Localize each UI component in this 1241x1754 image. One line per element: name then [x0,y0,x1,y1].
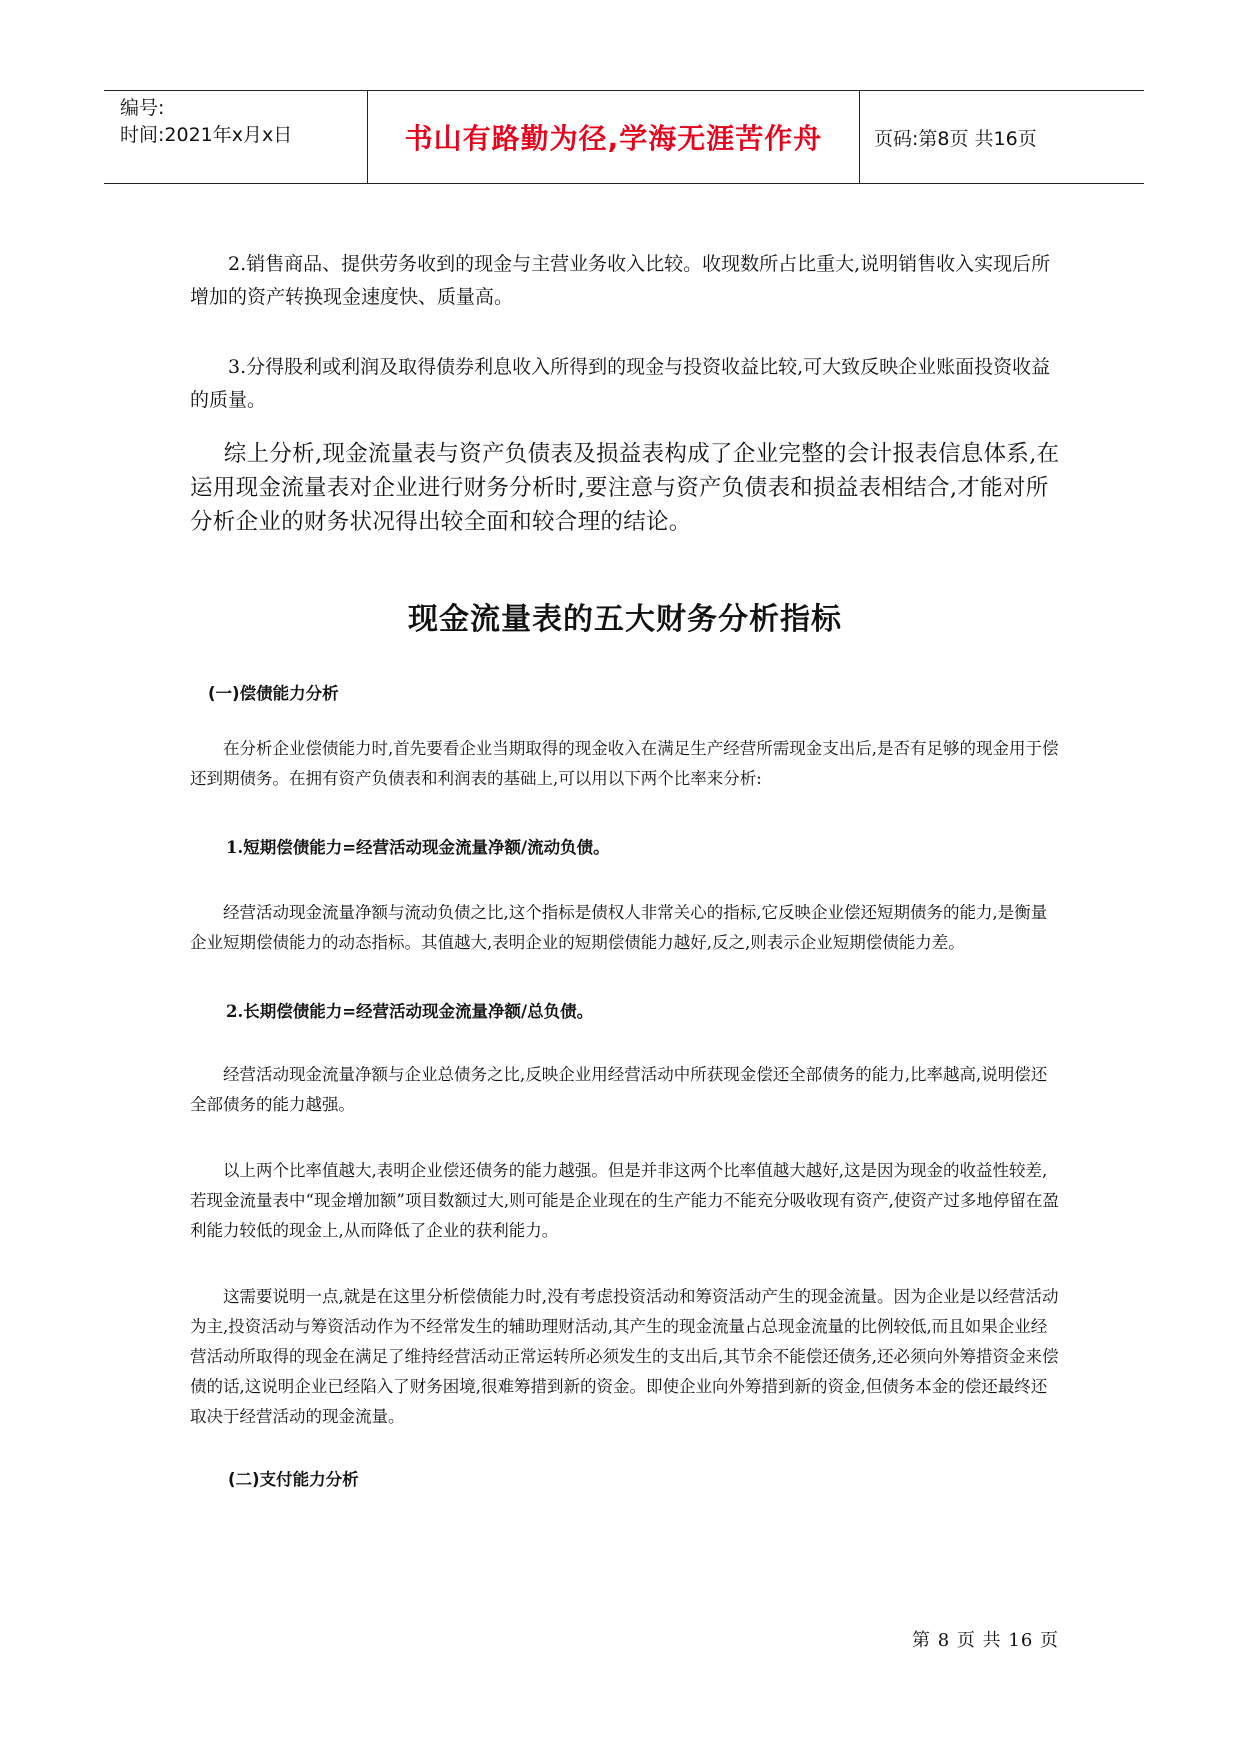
document-body [190,248,1060,1490]
page-footer: 第 8 页 共 16 页 [912,1630,1059,1651]
paragraph-3: 3.分得股利或利润及取得债券利息收入所得到的现金与投资收益比较,可大致反映企业账面投资收益的质量。 [190,356,1051,411]
page-header [104,90,1144,184]
ratio-2-description: 经营活动现金流量净额与企业总债务之比,反映企业用经营活动中所获现金偿还全部债务的能力,比率越高,说明偿还全部债务的能力越强。 [190,1065,1048,1114]
time-label: 时间:2021年x月x日 [120,124,293,146]
note-paragraph: 这需要说明一点,就是在这里分析偿债能力时,没有考虑投资活动和筹资活动产生的现金流量。因为企业是以经营活动为主,投资活动与筹资活动作为不经常发生的辅助理财活动,其产生的现金流量占总现金流量的比例较低,而且如果企业经营活动所取得的现金在满足了维持经营活动正常运转所必须发生的支出后,其节余不能偿还债务,还必须向外筹措资金来偿债的话,这说明企业已经陷入了财务困境,很难筹措到新的资金。即使企业向外筹措到新的资金,但债务本金的偿还最终还取决于经营活动的现金流量。 [190,1287,1059,1426]
ratio-1-description: 经营活动现金流量净额与流动负债之比,这个指标是债权人非常关心的指标,它反映企业偿还短期债务的能力,是衡量企业短期偿债能力的动态指标。其值越大,表明企业的短期偿债能力越好,反之,则表示企业短期偿债能力差。 [190,903,1048,952]
summary-paragraph: 综上分析,现金流量表与资产负债表及损益表构成了企业完整的会计报表信息体系,在运用现金流量表对企业进行财务分析时,要注意与资产负债表和损益表相结合,才能对所分析企业的财务状况得出较全面和较合理的结论。 [190,441,1060,535]
serial-label: 编号: [120,97,165,119]
section-1-heading: (一)偿债能力分析 [208,684,339,703]
header-motto: 书山有路勤为径,学海无涯苦作舟 [368,91,860,183]
ratio-2-formula: 2.长期偿债能力=经营活动现金流量净额/总负债。 [226,1002,594,1021]
ratio-1-formula: 1.短期偿债能力=经营活动现金流量净额/流动负债。 [226,838,610,857]
header-meta [104,91,368,183]
paragraph-2: 2.销售商品、提供劳务收到的现金与主营业务收入比较。收现数所占比重大,说明销售收入实现后所增加的资产转换现金速度快、质量高。 [190,253,1051,308]
ratios-paragraph: 以上两个比率值越大,表明企业偿还债务的能力越强。但是并非这两个比率值越大越好,这是因为现金的收益性较差,若现金流量表中“现金增加额”项目数额过大,则可能是企业现在的生产能力不能充分吸收现有资产,使资产过多地停留在盈利能力较低的现金上,从而降低了企业的获利能力。 [190,1161,1059,1240]
section-title: 现金流量表的五大财务分析指标 [408,602,842,637]
section-2-heading: (二)支付能力分析 [228,1470,359,1489]
header-page-label: 页码:第8页 共16页 [874,127,1037,150]
section-1-intro: 在分析企业偿债能力时,首先要看企业当期取得的现金收入在满足生产经营所需现金支出后,是否有足够的现金用于偿还到期债务。在拥有资产负债表和利润表的基础上,可以用以下两个比率来分析: [190,739,1059,788]
